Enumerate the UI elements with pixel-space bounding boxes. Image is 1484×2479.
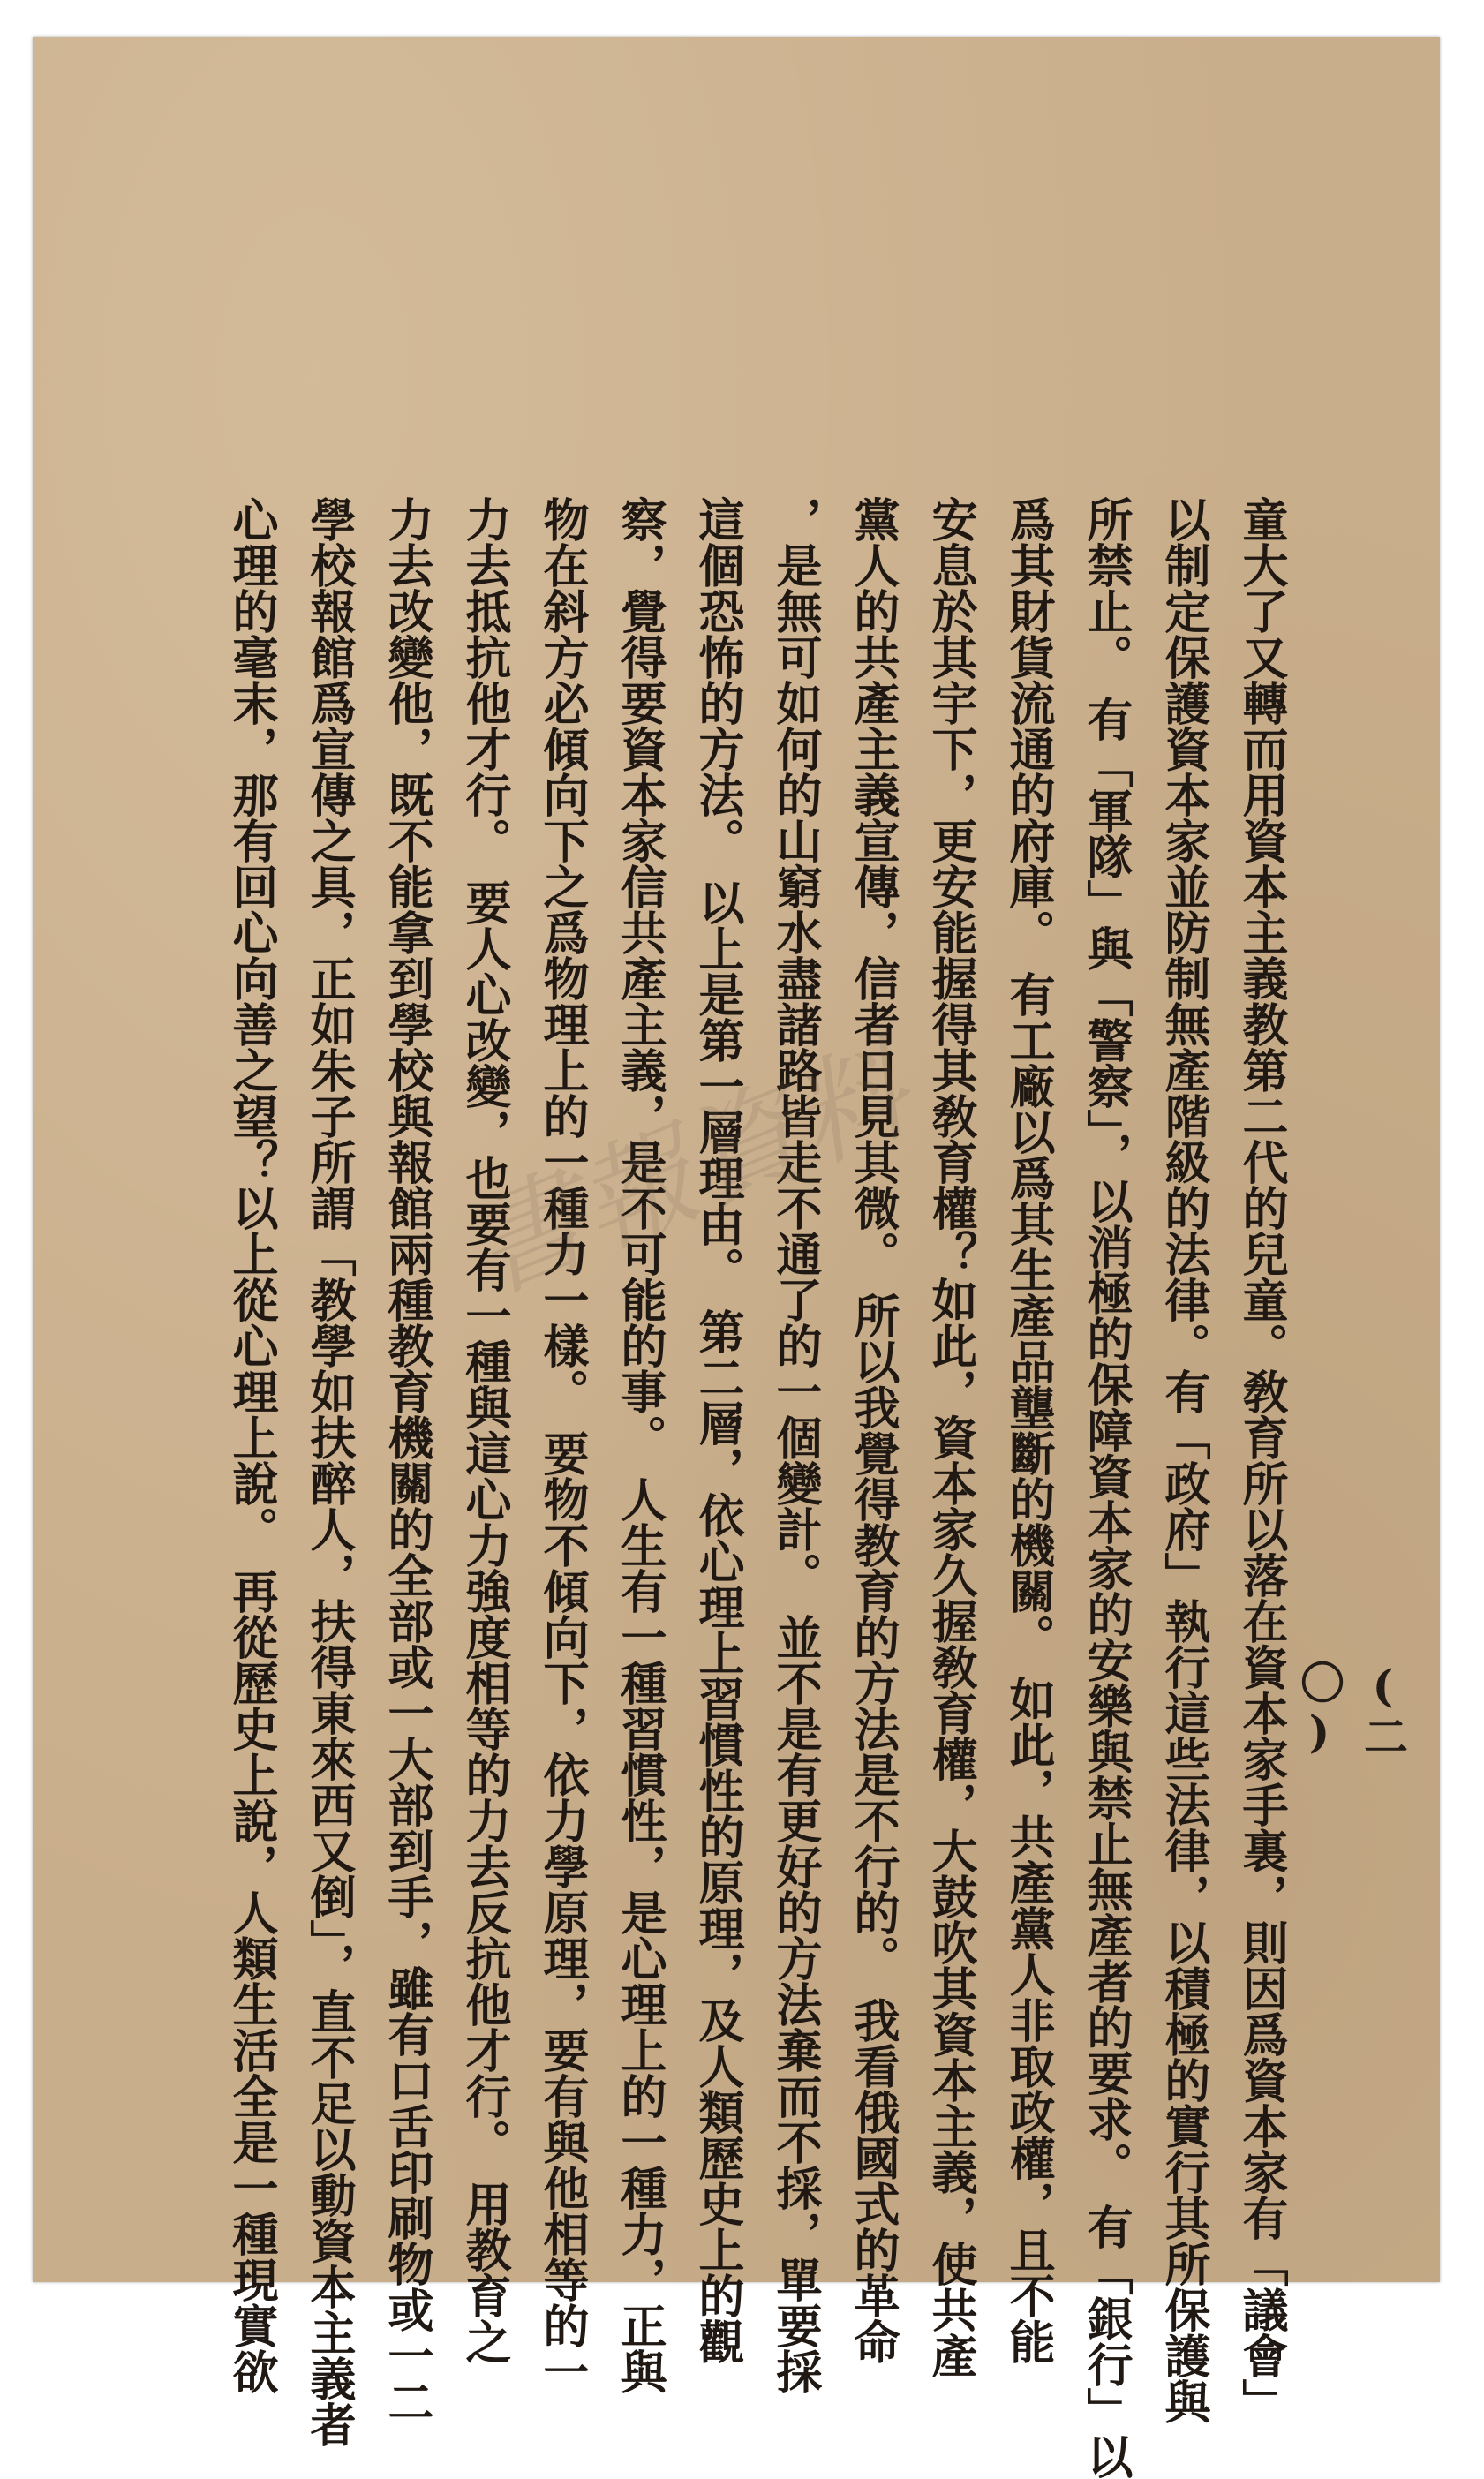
text-column: 力去改變他，既不能拿到學校與報館兩種教育機關的全部或一大部到手，雖有口舌印刷物或一二 xyxy=(380,496,433,2424)
text-column: 心理的毫末，那有回心向善之望？以上從心理上說。 再從歷史上說，人類生活全是一種現實欲 xyxy=(224,496,278,2395)
text-column: 黨人的共產主義宣傳，信者日見其微。 所以我覺得教育的方法是不行的。 我看俄國式的革命 xyxy=(846,496,900,2365)
text-column: 這個恐怖的方法。 以上是第一層理由。 第二層，依心理上習慣性的原理，及人類歷史上的觀 xyxy=(690,496,744,2365)
text-column: 爲其財貨流通的府庫。 有工廠以爲其生產品壟斷的機關。 如此，共產黨人非取政權，且不能 xyxy=(1001,496,1055,2365)
text-column: 力去抵抗他才行。 要人心改變，也要有一種與這心力強度相等的力去反抗他才行。 用教育之 xyxy=(457,496,511,2365)
text-column: 以制定保護資本家並防制無產階級的法律。有「政府」執行這些法律，以積極的實行其所保護與 xyxy=(1156,496,1210,2424)
body-text xyxy=(224,496,1299,2479)
text-column: 童大了又轉而用資本主義教第二代的兒童。敎育所以落在資本家手裏，則因爲資本家有「議會」 xyxy=(1234,496,1288,2424)
text-column: ，是無可如何的山窮水盡諸路皆走不通了的一個變計。 並不是有更好的方法棄而不採，單要採 xyxy=(768,496,822,2395)
text-column: 安息於其宇下，更安能握得其敎育權？如此，資本家久握敎育權，大鼓吹其資本主義，使共產 xyxy=(923,496,977,2378)
paper-page xyxy=(33,37,1440,2479)
text-column: 物在斜方必傾向下之爲物理上的一種力一樣。 要物不傾向下，依力學原理，要有與他相等的一 xyxy=(535,496,589,2395)
text-column: 所禁止。 有「軍隊」與「警察」，以消極的保障資本家的安樂與禁止無產者的要求。 有「銀行」以 xyxy=(1079,496,1133,2479)
watermark-stamp: 書報資料 xyxy=(451,1021,928,1319)
page-number: (二〇) xyxy=(1293,1660,1409,1759)
text-column: 察，覺得要資本家信共產主義，是不可能的事。 人生有一種習慣性，是心理上的一種力，正與 xyxy=(613,496,667,2395)
text-column: 學校報館爲宣傳之具，正如朱子所謂「教學如扶醉人，扶得東來西又倒」，直不足以動資本主義者 xyxy=(302,496,356,2447)
